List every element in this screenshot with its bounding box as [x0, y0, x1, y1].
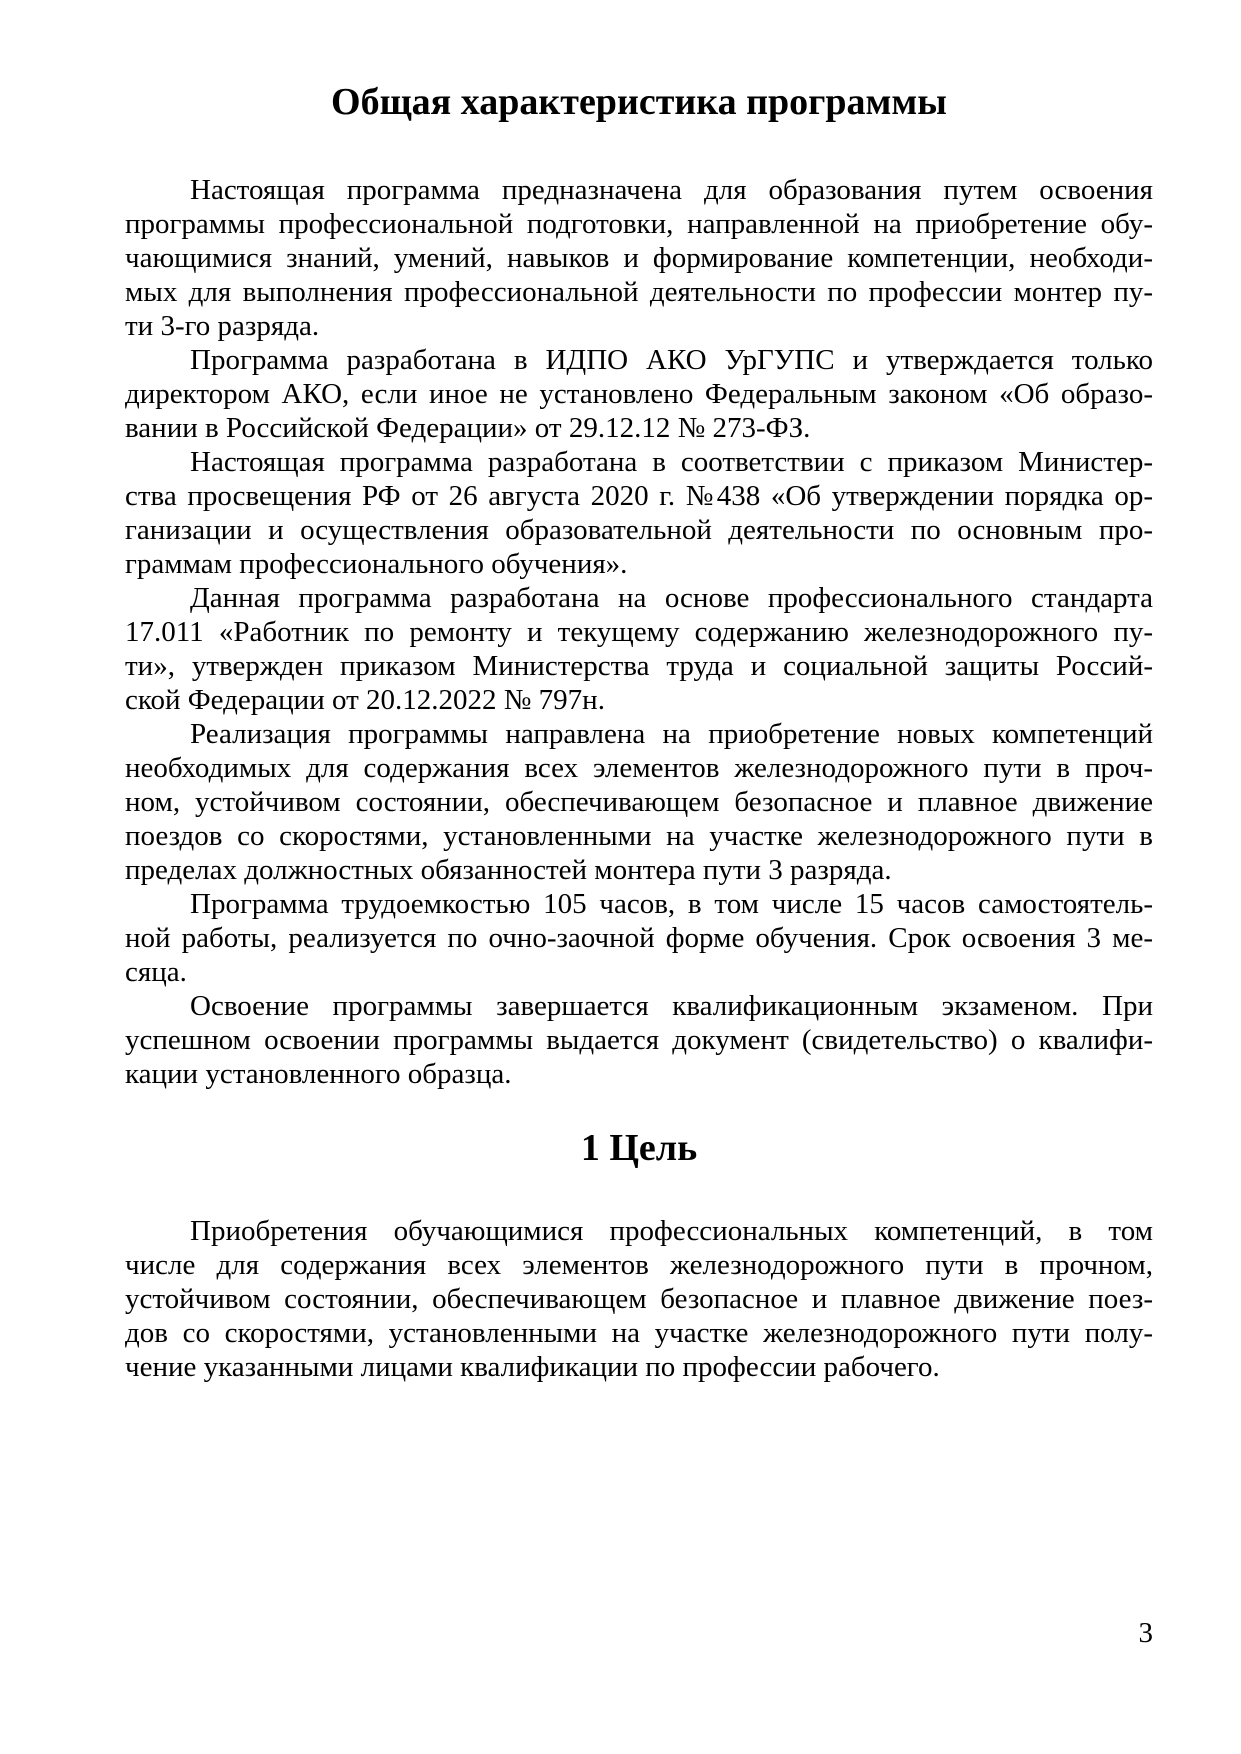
text-line: числе для содержания всех элементов железнодорожного пути в прочном,: [125, 1249, 1153, 1281]
paragraph: [125, 343, 1153, 445]
paragraph: [125, 717, 1153, 887]
text-line: ти 3-го разряда.: [125, 310, 320, 342]
paragraph: [125, 989, 1153, 1091]
text-line: необходимых для содержания всех элементов железнодорожного пути в проч-: [125, 752, 1153, 784]
text-line: Освоение программы завершается квалификационным экзаменом. При: [190, 990, 1153, 1022]
text-line: директором АКО, если иное не установлено Федеральным законом «Об образо-: [125, 378, 1153, 410]
paragraph: [125, 887, 1153, 989]
intro-section: [125, 173, 1153, 1091]
text-line: Приобретения обучающимися профессиональных компетенций, в том: [190, 1215, 1153, 1247]
text-line: Программа трудоемкостью 105 часов, в том числе 15 часов самостоятель-: [190, 888, 1153, 920]
paragraph: [125, 581, 1153, 717]
text-line: чающимися знаний, умений, навыков и формирование компетенции, необходи-: [125, 242, 1153, 274]
text-line: поездов со скоростями, установленными на участке железнодорожного пути в: [125, 820, 1153, 852]
text-line: кации установленного образца.: [125, 1058, 512, 1090]
text-line: вании в Российской Федерации» от 29.12.12 № 273-ФЗ.: [125, 412, 811, 444]
text-line: Программа разработана в ИДПО АКО УрГУПС и утверждается только: [190, 344, 1153, 376]
text-line: Настоящая программа разработана в соответствии с приказом Министер-: [190, 446, 1153, 478]
text-line: сяца.: [125, 956, 187, 988]
text-line: ной работы, реализуется по очно-заочной форме обучения. Срок освоения 3 ме-: [125, 922, 1153, 954]
text-line: чение указанными лицами квалификации по профессии рабочего.: [125, 1351, 940, 1383]
page-number: 3: [1138, 1617, 1153, 1649]
text-line: устойчивом состоянии, обеспечивающем безопасное и плавное движение поез-: [125, 1283, 1153, 1315]
text-line: дов со скоростями, установленными на участке железнодорожного пути полу-: [125, 1317, 1153, 1349]
paragraph: [125, 173, 1153, 343]
document-title: Общая характеристика программы: [331, 81, 947, 123]
paragraph: [125, 1214, 1153, 1384]
text-line: Настоящая программа предназначена для образования путем освоения: [190, 174, 1153, 206]
text-line: Реализация программы направлена на приобретение новых компетенций: [190, 718, 1153, 750]
text-line: программы профессиональной подготовки, направленной на приобретение обу-: [125, 208, 1153, 240]
text-line: ти», утвержден приказом Министерства труда и социальной защиты Россий-: [125, 650, 1153, 682]
text-line: пределах должностных обязанностей монтера пути 3 разряда.: [125, 854, 892, 886]
text-line: граммам профессионального обучения».: [125, 548, 628, 580]
document-content: [125, 0, 1153, 1384]
text-line: 17.011 «Работник по ремонту и текущему содержанию железнодорожного пу-: [125, 616, 1153, 648]
text-line: мых для выполнения профессиональной деятельности по профессии монтер пу-: [125, 276, 1153, 308]
goal-section: [125, 1214, 1153, 1384]
text-line: Данная программа разработана на основе профессионального стандарта: [190, 582, 1153, 614]
text-line: ном, устойчивом состоянии, обеспечивающем безопасное и плавное движение: [125, 786, 1153, 818]
text-line: успешном освоении программы выдается документ (свидетельство) о квалифи-: [125, 1024, 1153, 1056]
text-line: ства просвещения РФ от 26 августа 2020 г. №438 «Об утверждении порядка ор-: [125, 480, 1153, 512]
text-line: ской Федерации от 20.12.2022 № 797н.: [125, 684, 605, 716]
paragraph: [125, 445, 1153, 581]
text-line: ганизации и осуществления образовательной деятельности по основным про-: [125, 514, 1153, 546]
section-heading: 1 Цель: [580, 1127, 698, 1169]
